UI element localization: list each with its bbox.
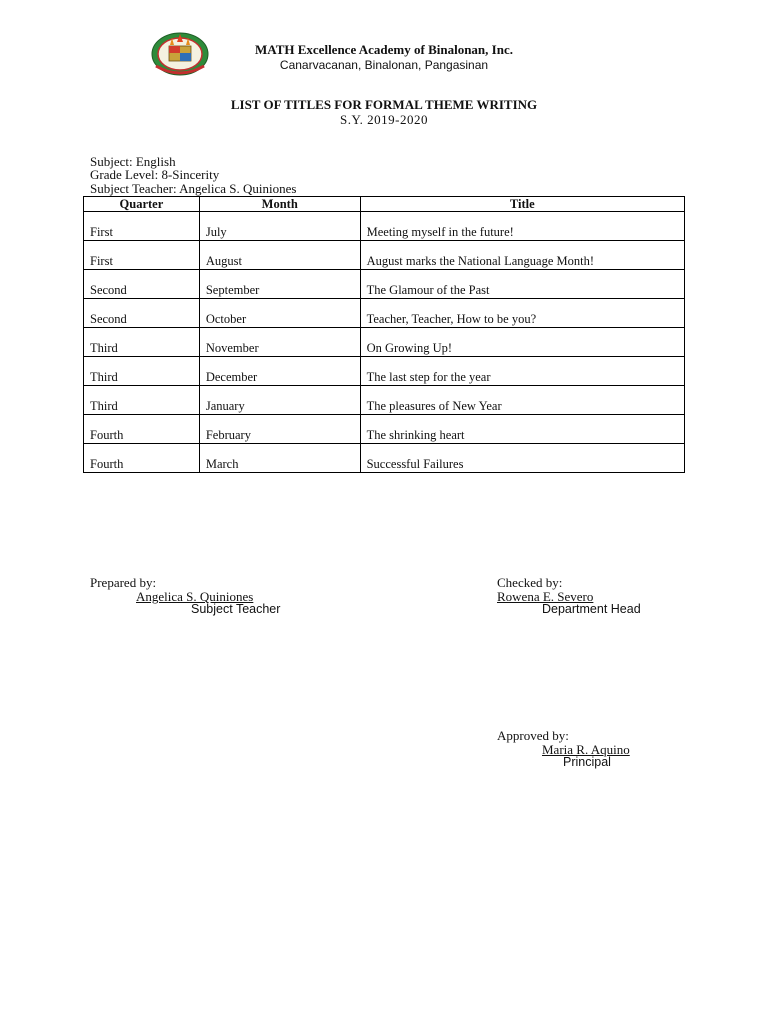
prepared-by-role: Subject Teacher [191,602,281,616]
column-header-month: Month [199,197,360,212]
month-cell: September [199,270,360,299]
table-row [84,241,685,270]
quarter-cell: Second [84,270,200,299]
quarter-cell: Third [84,328,200,357]
approved-by-name: Maria R. Aquino [542,742,630,757]
table-row [84,328,685,357]
month-cell: July [199,212,360,241]
prepared-by-label: Prepared by: [90,575,157,590]
grade-level-line: Grade Level: 8-Sincerity [90,167,220,182]
theme-titles-table [83,196,685,473]
quarter-cell: Third [84,386,200,415]
month-cell: March [199,444,360,473]
column-header-title: Title [360,197,684,212]
month-cell: February [199,415,360,444]
title-cell: August marks the National Language Month! [360,241,684,270]
approved-by-label: Approved by: [497,728,569,743]
quarter-cell: Fourth [84,415,200,444]
quarter-cell: Second [84,299,200,328]
checked-by-name: Rowena E. Severo [497,589,594,604]
table-row [84,444,685,473]
title-cell: The last step for the year [360,357,684,386]
table-header-row [84,197,685,212]
prepared-by-name: Angelica S. Quiniones [136,589,254,604]
approved-by-role: Principal [563,755,611,769]
subject-line: Subject: English [90,154,176,169]
title-cell: On Growing Up! [360,328,684,357]
month-cell: October [199,299,360,328]
checked-by-label: Checked by: [497,575,563,590]
table-row [84,299,685,328]
table-row [84,386,685,415]
table-row [84,415,685,444]
month-cell: November [199,328,360,357]
title-cell: Meeting myself in the future! [360,212,684,241]
title-cell: Successful Failures [360,444,684,473]
title-cell: The pleasures of New Year [360,386,684,415]
quarter-cell: First [84,212,200,241]
school-seal-icon [150,28,210,78]
quarter-cell: Third [84,357,200,386]
school-year: S.Y. 2019-2020 [339,112,429,127]
school-address: Canarvacanan, Binalonan, Pangasinan [279,58,489,72]
school-name: MATH Excellence Academy of Binalonan, Inc. [255,42,513,57]
month-cell: December [199,357,360,386]
column-header-quarter: Quarter [84,197,200,212]
title-cell: Teacher, Teacher, How to be you? [360,299,684,328]
table-row [84,357,685,386]
month-cell: January [199,386,360,415]
month-cell: August [199,241,360,270]
table-row [84,270,685,299]
table-row [84,212,685,241]
document-title: LIST OF TITLES FOR FORMAL THEME WRITING [230,97,538,112]
checked-by-role: Department Head [542,602,641,616]
quarter-cell: First [84,241,200,270]
quarter-cell: Fourth [84,444,200,473]
title-cell: The shrinking heart [360,415,684,444]
subject-teacher-line: Subject Teacher: Angelica S. Quiniones [90,181,297,196]
title-cell: The Glamour of the Past [360,270,684,299]
